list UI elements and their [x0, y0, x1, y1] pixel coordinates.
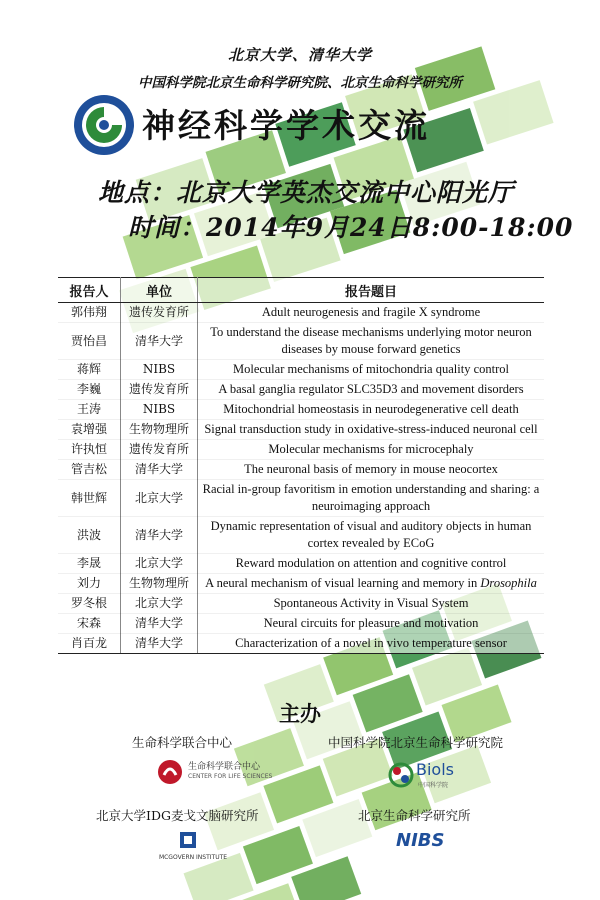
schedule-table [58, 277, 544, 654]
table-row [58, 554, 544, 574]
unit: 生物物理所 [121, 420, 198, 440]
event-title: 神经科学学术交流 [142, 106, 430, 145]
talk-title: Molecular mechanisms for microcephaly [198, 440, 545, 460]
unit: 北京大学 [121, 594, 198, 614]
table-row [58, 574, 544, 594]
speaker: 李晟 [58, 554, 121, 574]
host-biols: 中国科学院北京生命科学研究院 [328, 735, 504, 750]
header-unit: 单位 [121, 278, 198, 303]
unit: 遗传发育所 [121, 303, 198, 323]
cls-logo [155, 755, 285, 791]
cls-emblem-icon [72, 93, 136, 157]
unit: 清华大学 [121, 323, 198, 360]
header-title: 报告题目 [198, 278, 545, 303]
table-row [58, 380, 544, 400]
talk-title: A basal ganglia regulator SLC35D3 and movement disorders [198, 380, 545, 400]
table-row [58, 594, 544, 614]
unit: 北京大学 [121, 554, 198, 574]
table-row [58, 517, 544, 554]
organizer-universities: 北京大学、清华大学 [227, 46, 372, 64]
speaker: 肖百龙 [58, 634, 121, 654]
table-row [58, 420, 544, 440]
speaker: 许执恒 [58, 440, 121, 460]
talk-title: Mitochondrial homeostasis in neurodegenerative cell death [198, 400, 545, 420]
unit: 遗传发育所 [121, 440, 198, 460]
speaker: 洪波 [58, 517, 121, 554]
nibs-logo-text: NIBS [396, 830, 445, 851]
mcgovern-logo-icon [178, 830, 198, 850]
biols-logo-icon [388, 762, 414, 788]
speaker: 李巍 [58, 380, 121, 400]
speaker: 郭伟翔 [58, 303, 121, 323]
table-row [58, 360, 544, 380]
talk-title: The neuronal basis of memory in mouse neocortex [198, 460, 545, 480]
nibs-logo [396, 830, 466, 860]
biols-logo-sub: 中国科学院 [418, 782, 449, 789]
unit: 清华大学 [121, 614, 198, 634]
table-header-row [58, 278, 544, 303]
table-row [58, 460, 544, 480]
cls-logo-text: 生命科学联合中心 [188, 762, 261, 772]
table-row [58, 303, 544, 323]
unit: 遗传发育所 [121, 380, 198, 400]
cls-logo-icon [155, 757, 185, 787]
speaker: 贾怡昌 [58, 323, 121, 360]
unit: 生物物理所 [121, 574, 198, 594]
event-time: 时间：2014年9月24日8:00-18:00 [128, 213, 574, 242]
table-row [58, 480, 544, 517]
host-cls: 生命科学联合中心 [132, 735, 233, 750]
event-location: 地点：北京大学英杰交流中心阳光厅 [98, 178, 515, 207]
table-row [58, 634, 544, 654]
organizer-institutes: 中国科学院北京生命科学研究院、北京生命科学研究所 [138, 75, 462, 91]
speaker: 蒋辉 [58, 360, 121, 380]
table-row [58, 440, 544, 460]
host-mcgovern: 北京大学IDG麦戈文脑研究所 [96, 808, 259, 823]
speaker: 管吉松 [58, 460, 121, 480]
speaker: 韩世辉 [58, 480, 121, 517]
unit: 清华大学 [121, 517, 198, 554]
unit: 北京大学 [121, 480, 198, 517]
unit: NIBS [121, 400, 198, 420]
speaker: 罗冬根 [58, 594, 121, 614]
mcgovern-logo-text: MCGOVERN INSTITUTE [158, 854, 228, 861]
talk-title: To understand the disease mechanisms underlying motor neuron diseases by mouse forward genetics [198, 323, 545, 360]
unit: 清华大学 [121, 634, 198, 654]
table-row [58, 614, 544, 634]
talk-title: Adult neurogenesis and fragile X syndrome [198, 303, 545, 323]
header-speaker: 报告人 [58, 278, 121, 303]
speaker: 刘力 [58, 574, 121, 594]
speaker: 王涛 [58, 400, 121, 420]
talk-title [198, 574, 545, 594]
talk-title: Racial in-group favoritism in emotion understanding and sharing: a neuroimaging approach [198, 480, 545, 517]
talk-title-text: A neural mechanism of visual learning and memory in [205, 576, 481, 590]
biols-logo-text: Biols [416, 760, 454, 779]
host-nibs: 北京生命科学研究所 [358, 808, 471, 823]
talk-title: Dynamic representation of visual and auditory objects in human cortex revealed by ECoG [198, 517, 545, 554]
talk-title-species: Drosophila [480, 576, 537, 590]
talk-title: Spontaneous Activity in Visual System [198, 594, 545, 614]
talk-title: Molecular mechanisms of mitochondria quality control [198, 360, 545, 380]
unit: NIBS [121, 360, 198, 380]
speaker: 袁增强 [58, 420, 121, 440]
talk-title: Neural circuits for pleasure and motivation [198, 614, 545, 634]
talk-title: Signal transduction study in oxidative-stress-induced neuronal cell [198, 420, 545, 440]
cls-logo-sub: CENTER FOR LIFE SCIENCES [188, 773, 273, 780]
unit: 清华大学 [121, 460, 198, 480]
talk-title: Reward modulation on attention and cognitive control [198, 554, 545, 574]
hosts-heading: 主办 [279, 701, 321, 726]
biols-logo [388, 758, 478, 792]
table-row [58, 400, 544, 420]
talk-title: Characterization of a novel in vivo temperature sensor [198, 634, 545, 654]
table-row [58, 323, 544, 360]
mcgovern-logo [148, 830, 238, 870]
speaker: 宋森 [58, 614, 121, 634]
